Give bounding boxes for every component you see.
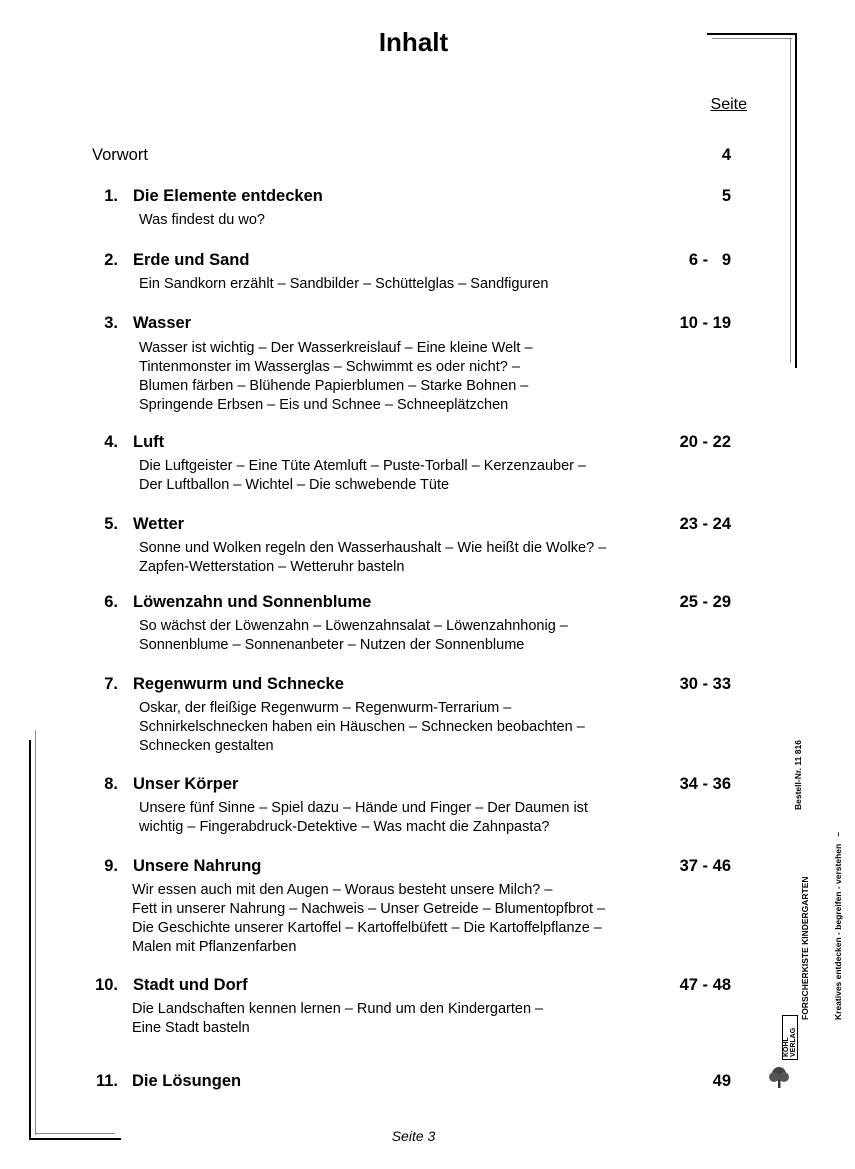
entry-title: Die Elemente entdecken: [133, 187, 323, 205]
entry-description: Sonne und Wolken regeln den Wasserhaushalt – Wie heißt die Wolke? – Zapfen-Wetterstation – Wetteruhr basteln: [139, 540, 607, 575]
publisher-logo-text: KOHL VERLAG: [782, 1015, 798, 1060]
entry-description: So wächst der Löwenzahn – Löwenzahnsalat – Löwenzahnhonig – Sonnenblume – Sonnenanbeter – Nutzen der Sonnenblume: [139, 618, 568, 653]
entry-title: Die Lösungen: [132, 1072, 242, 1090]
entry-description: Unsere fünf Sinne – Spiel dazu – Hände und Finger – Der Daumen ist wichtig – Fingerabdruck-Detektive – Was macht die Zahnpasta?: [139, 800, 588, 835]
entry-pages: 34 - 36: [679, 775, 731, 793]
entry-number: 11.: [95, 1072, 118, 1090]
entry-pages: 47 - 48: [679, 976, 731, 994]
frame-left-line: [29, 740, 31, 1140]
entry-pages: 37 - 46: [679, 857, 731, 875]
side-subtitle: Kreatives entdecken - begreifen - verstehen –: [833, 831, 843, 1020]
tree-logo-icon: [767, 1065, 791, 1089]
entry-number: 6.: [104, 593, 118, 611]
page-column-header: Seite: [710, 96, 747, 113]
entry-pages: 23 - 24: [679, 515, 731, 533]
entry-number: 4.: [104, 433, 118, 451]
entry-title: Unser Körper: [133, 775, 239, 793]
entry-number: 10.: [95, 976, 118, 994]
entry-description: Ein Sandkorn erzählt – Sandbilder – Schüttelglas – Sandfiguren: [139, 276, 549, 292]
entry-number: 2.: [104, 251, 118, 269]
entry-number: 3.: [104, 314, 118, 332]
entry-number: 9.: [104, 857, 118, 875]
entry-pages: 10 - 19: [679, 314, 731, 332]
vorwort-label: Vorwort: [92, 146, 148, 164]
entry-number: 7.: [104, 675, 118, 693]
side-order-number: Bestell-Nr. 11 816: [793, 740, 803, 810]
frame-right-line: [795, 33, 797, 368]
entry-title: Stadt und Dorf: [133, 976, 248, 994]
frame-left-line-inner: [35, 730, 36, 1135]
vorwort-pages: 4: [721, 146, 731, 164]
entry-number: 5.: [104, 515, 118, 533]
entry-description: Die Luftgeister – Eine Tüte Atemluft – Puste-Torball – Kerzenzauber – Der Luftballon – Wichtel – Die schwebende Tüte: [139, 458, 587, 493]
entry-pages: 30 - 33: [679, 675, 731, 693]
entry-pages: 25 - 29: [679, 593, 731, 611]
entry-number: 8.: [104, 775, 118, 793]
entry-title: Regenwurm und Schnecke: [133, 675, 344, 693]
entry-number: 1.: [104, 187, 118, 205]
entry-pages: 20 - 22: [679, 433, 731, 451]
entry-pages: 49: [712, 1072, 731, 1090]
side-series-title: FORSCHERKISTE KINDERGARTEN: [800, 876, 810, 1020]
entry-title: Wasser: [133, 314, 192, 332]
entry-pages: 6 - 9: [688, 251, 731, 269]
entry-pages: 5: [721, 187, 731, 205]
page-footer: Seite 3: [391, 1128, 436, 1144]
page-title: Inhalt: [378, 27, 449, 57]
entry-title: Erde und Sand: [133, 251, 250, 269]
entry-title: Luft: [133, 433, 165, 451]
entry-description: Die Landschaften kennen lernen – Rund um den Kindergarten – Eine Stadt basteln: [132, 1001, 544, 1036]
entry-description: Wir essen auch mit den Augen – Woraus besteht unsere Milch? – Fett in unserer Nahrung – Nachweis – Unser Getreide – Blumentopfbrot – Die Geschichte unserer Kartoffel – Kartoffelbüfett – Die Kartoffelpflanze – Malen mit Pflanzenfarben: [132, 882, 606, 955]
entry-description: Oskar, der fleißige Regenwurm – Regenwurm-Terrarium – Schnirkelschnecken haben ein Häuschen – Schnecken beobachten – Schnecken gestalten: [139, 700, 585, 754]
entry-description: Wasser ist wichtig – Der Wasserkreislauf – Eine kleine Welt – Tintenmonster im Wasserglas – Schwimmt es oder nicht? – Blumen färben – Blühende Papierblumen – Starke Bohnen – Springende Erbsen – Eis und Schnee – Schneeplätzchen: [139, 340, 533, 413]
entry-description: Was findest du wo?: [139, 212, 265, 228]
frame-right-line-inner: [790, 38, 791, 363]
entry-title: Löwenzahn und Sonnenblume: [133, 593, 372, 611]
entry-title: Unsere Nahrung: [133, 857, 262, 875]
entry-title: Wetter: [133, 515, 185, 533]
